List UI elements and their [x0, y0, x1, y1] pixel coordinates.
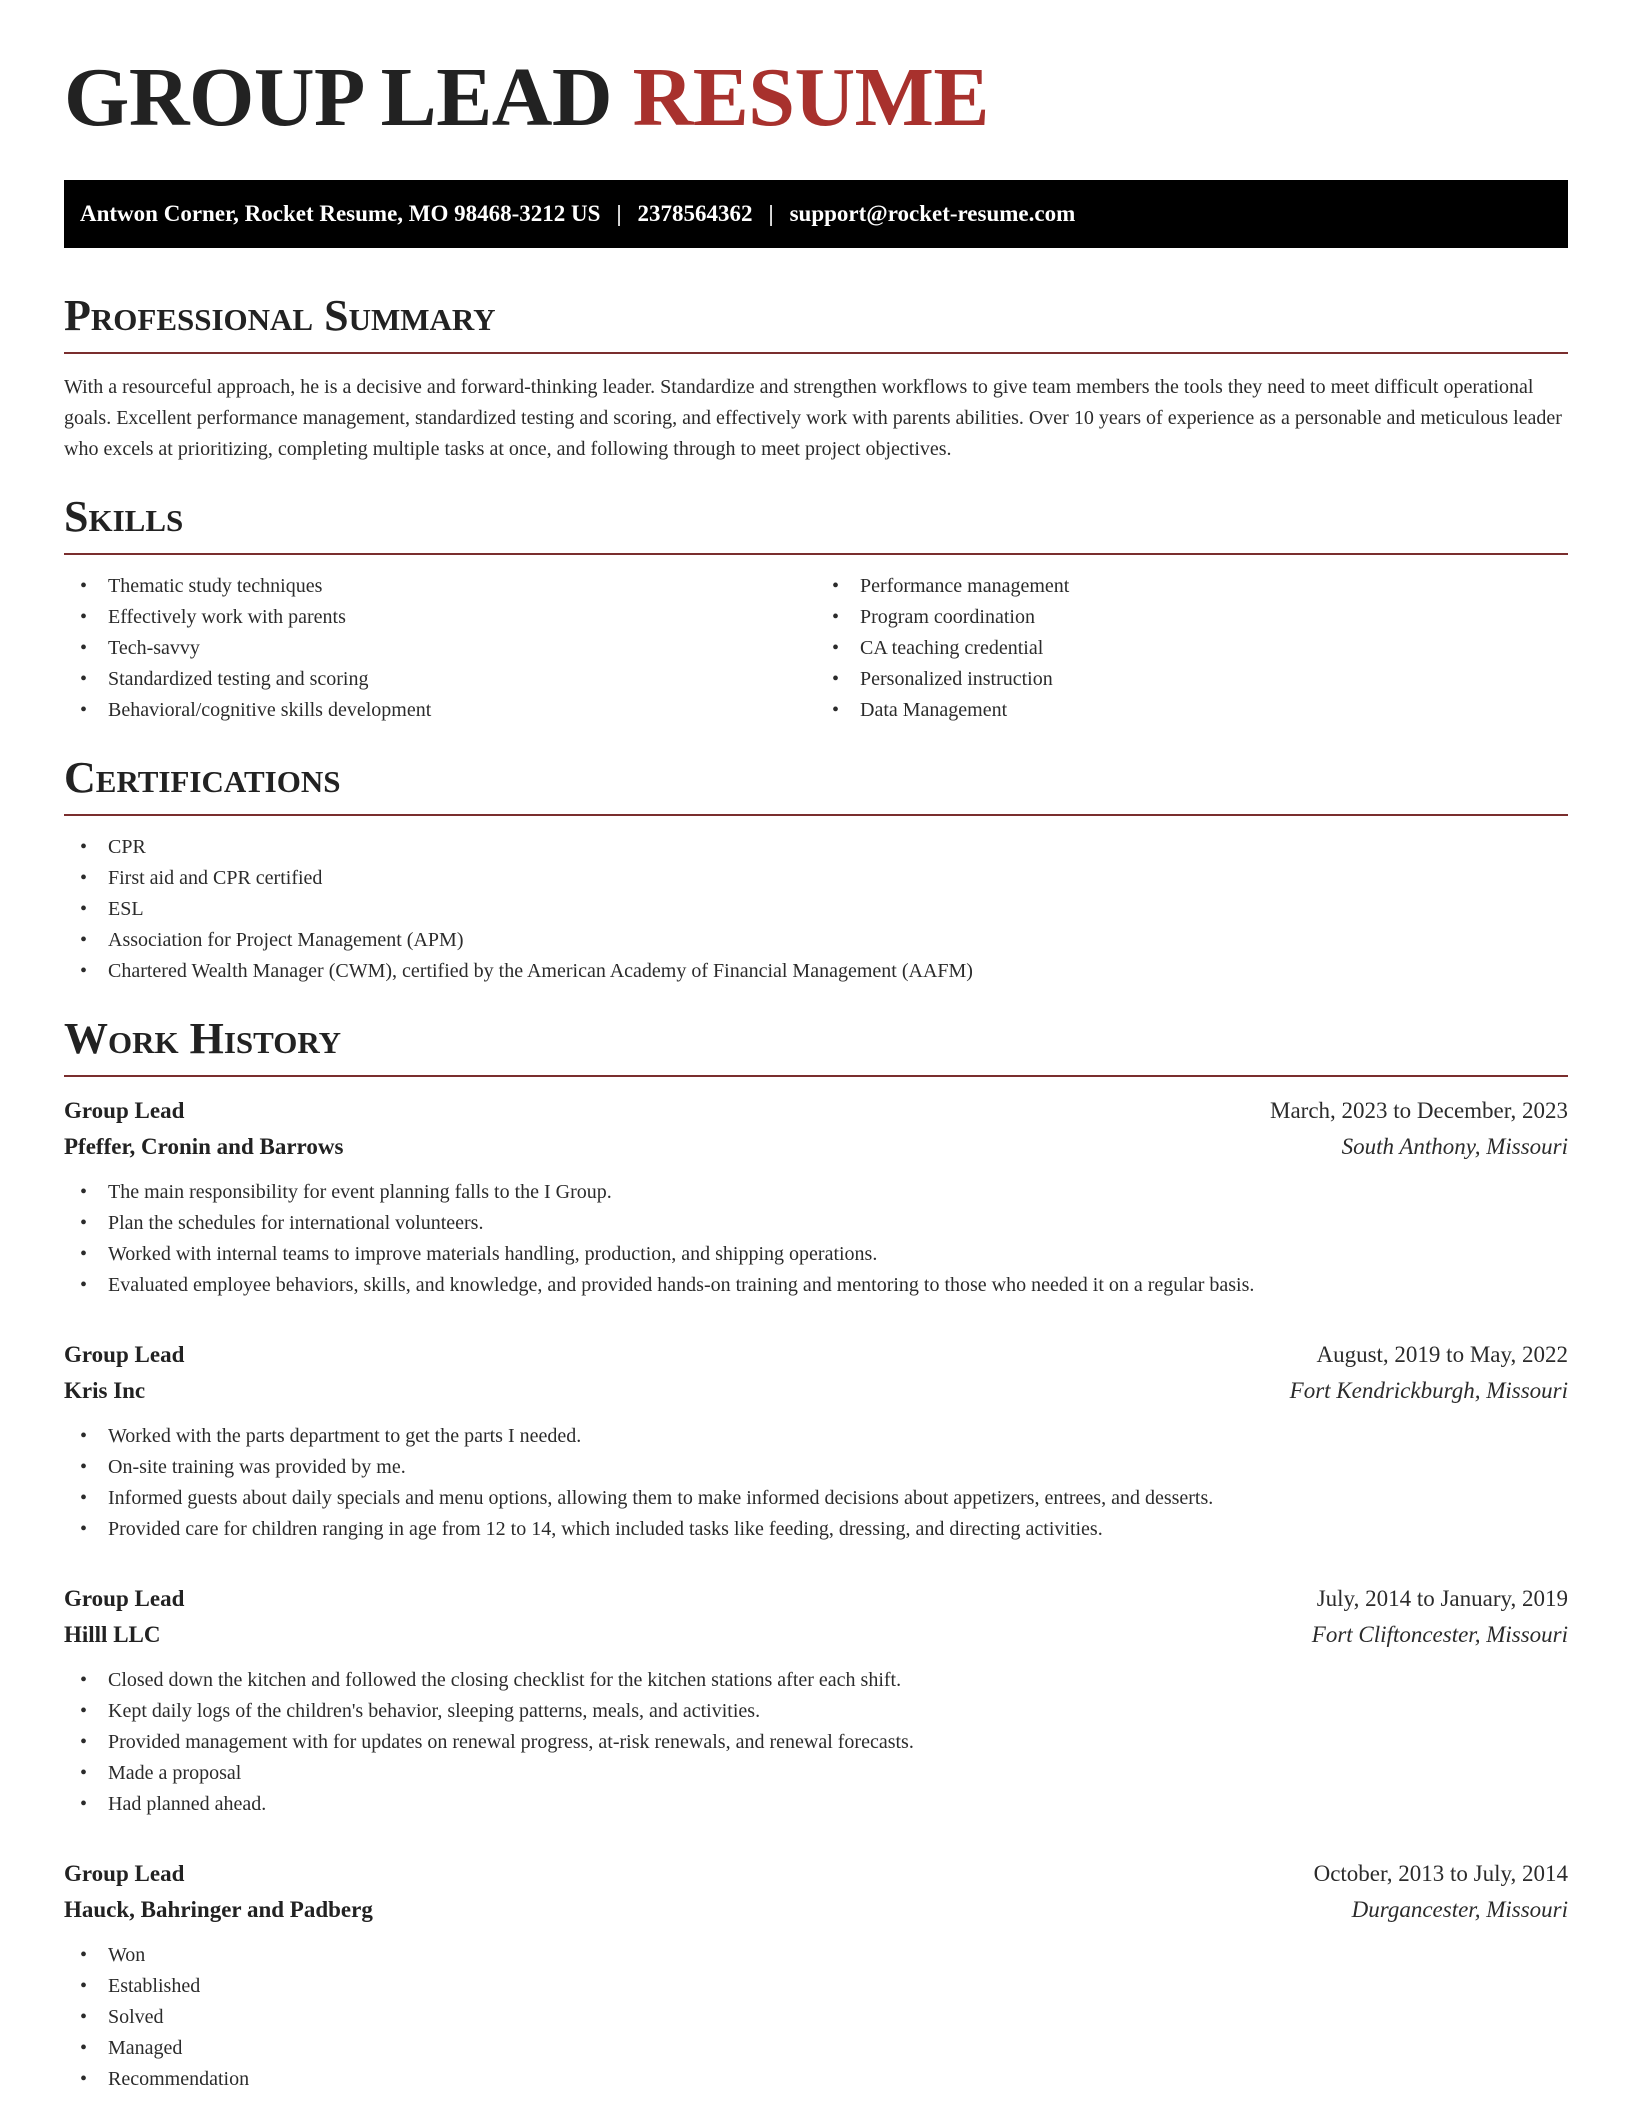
- job-company: Pfeffer, Cronin and Barrows: [64, 1134, 344, 1159]
- skill-item: • Standardized testing and scoring: [64, 664, 816, 695]
- job-location: Fort Cliftoncester, Missouri: [1311, 1622, 1568, 1647]
- job-dates: August, 2019 to May, 2022: [1316, 1342, 1568, 1367]
- job-location: Fort Kendrickburgh, Missouri: [1289, 1378, 1568, 1403]
- job-bullet: • The main responsibility for event planning falls to the I Group.: [64, 1177, 1568, 1208]
- certification-item: • ESL: [64, 894, 1568, 925]
- skill-item: • CA teaching credential: [816, 633, 1568, 664]
- job-bullet: • Informed guests about daily specials and menu options, allowing them to make informed decisions about appetizers, entrees, and desserts.: [64, 1483, 1568, 1514]
- job-header-row: [64, 1093, 1568, 1129]
- job-bullet: • Had planned ahead.: [64, 1789, 1568, 1820]
- job-bullet: • Provided care for children ranging in age from 12 to 14, which included tasks like feeding, dressing, and directing activities.: [64, 1514, 1568, 1545]
- job-entry: [64, 1856, 1568, 2095]
- job-company: Kris Inc: [64, 1378, 146, 1403]
- job-company-row: [64, 1892, 1568, 1928]
- job-bullet: • Established: [64, 1971, 1568, 2002]
- job-bullet: • Plan the schedules for international volunteers.: [64, 1208, 1568, 1239]
- skills-grid: [64, 555, 1568, 726]
- job-company-row: [64, 1129, 1568, 1165]
- contact-separator: |: [616, 201, 622, 226]
- resume-title: [64, 0, 1568, 144]
- job-dates: October, 2013 to July, 2014: [1313, 1861, 1568, 1886]
- job-company-row: [64, 1373, 1568, 1409]
- job-bullet: • Kept daily logs of the children's behavior, sleeping patterns, meals, and activities.: [64, 1696, 1568, 1727]
- contact-separator: |: [768, 201, 774, 226]
- skill-item: • Tech-savvy: [64, 633, 816, 664]
- job-bullet: • Solved: [64, 2002, 1568, 2033]
- job-title: Group Lead: [64, 1098, 185, 1123]
- job-location: South Anthony, Missouri: [1341, 1134, 1568, 1159]
- certification-item: • Association for Project Management (APM): [64, 925, 1568, 956]
- job-location: Durgancester, Missouri: [1351, 1897, 1568, 1922]
- job-bullet: • Managed: [64, 2033, 1568, 2064]
- work-history-list: [64, 1093, 1568, 2095]
- job-bullets: [64, 1940, 1568, 2095]
- job-dates: March, 2023 to December, 2023: [1270, 1098, 1568, 1123]
- title-main: GROUP LEAD: [64, 51, 613, 144]
- certification-item: • First aid and CPR certified: [64, 863, 1568, 894]
- job-header-row: [64, 1581, 1568, 1617]
- skill-item: • Effectively work with parents: [64, 602, 816, 633]
- job-dates: July, 2014 to January, 2019: [1316, 1586, 1568, 1611]
- job-entry: [64, 1337, 1568, 1545]
- skills-list-left: [64, 571, 816, 726]
- skills-heading: Skills: [64, 495, 1568, 555]
- job-bullet: • Evaluated employee behaviors, skills, and knowledge, and provided hands-on training and mentoring to those who needed it on a regular basis.: [64, 1270, 1568, 1301]
- job-bullets: [64, 1665, 1568, 1820]
- summary-text: With a resourceful approach, he is a decisive and forward-thinking leader. Standardize and strengthen workflows to give team members the tools they need to meet difficult operational goals. Excellent performance management, standardized testing and scoring, and effectively work with parents abilities. Over 10 years of experience as a personable and meticulous leader who excels at prioritizing, completing multiple tasks at once, and following through to meet project objectives.: [64, 376, 1562, 460]
- skill-item: • Data Management: [816, 695, 1568, 726]
- skill-item: • Program coordination: [816, 602, 1568, 633]
- job-entry: [64, 1093, 1568, 1301]
- title-accent: RESUME: [632, 51, 989, 144]
- certification-item: • Chartered Wealth Manager (CWM), certified by the American Academy of Financial Management (AAFM): [64, 956, 1568, 987]
- skills-list-right: [816, 571, 1568, 726]
- job-bullet: • On-site training was provided by me.: [64, 1452, 1568, 1483]
- contact-email: support@rocket-resume.com: [789, 201, 1076, 226]
- skill-item: • Thematic study techniques: [64, 571, 816, 602]
- skill-item: • Behavioral/cognitive skills development: [64, 695, 816, 726]
- skill-item: • Personalized instruction: [816, 664, 1568, 695]
- job-header-row: [64, 1856, 1568, 1892]
- summary-heading: Professional Summary: [64, 294, 1568, 354]
- job-company: Hauck, Bahringer and Padberg: [64, 1897, 373, 1922]
- job-bullet: • Provided management with for updates on renewal progress, at-risk renewals, and renewal forecasts.: [64, 1727, 1568, 1758]
- job-company: Hilll LLC: [64, 1622, 161, 1647]
- contact-bar: [64, 180, 1568, 248]
- certifications-heading: Certifications: [64, 756, 1568, 816]
- job-header-row: [64, 1337, 1568, 1373]
- job-entry: [64, 1581, 1568, 1820]
- job-bullet: • Worked with internal teams to improve materials handling, production, and shipping operations.: [64, 1239, 1568, 1270]
- contact-phone: 2378564362: [637, 201, 753, 226]
- job-bullet: • Recommendation: [64, 2064, 1568, 2095]
- job-bullets: [64, 1177, 1568, 1301]
- job-title: Group Lead: [64, 1861, 185, 1886]
- job-bullet: • Made a proposal: [64, 1758, 1568, 1789]
- job-bullet: • Closed down the kitchen and followed the closing checklist for the kitchen stations after each shift.: [64, 1665, 1568, 1696]
- job-bullet: • Won: [64, 1940, 1568, 1971]
- job-title: Group Lead: [64, 1586, 185, 1611]
- job-bullets: [64, 1421, 1568, 1545]
- certification-item: • CPR: [64, 832, 1568, 863]
- job-title: Group Lead: [64, 1342, 185, 1367]
- work-history-heading: Work History: [64, 1017, 1568, 1077]
- certifications-list: [64, 832, 1568, 987]
- job-company-row: [64, 1617, 1568, 1653]
- skill-item: • Performance management: [816, 571, 1568, 602]
- job-bullet: • Worked with the parts department to get the parts I needed.: [64, 1421, 1568, 1452]
- contact-address: Antwon Corner, Rocket Resume, MO 98468-3212 US: [80, 201, 601, 226]
